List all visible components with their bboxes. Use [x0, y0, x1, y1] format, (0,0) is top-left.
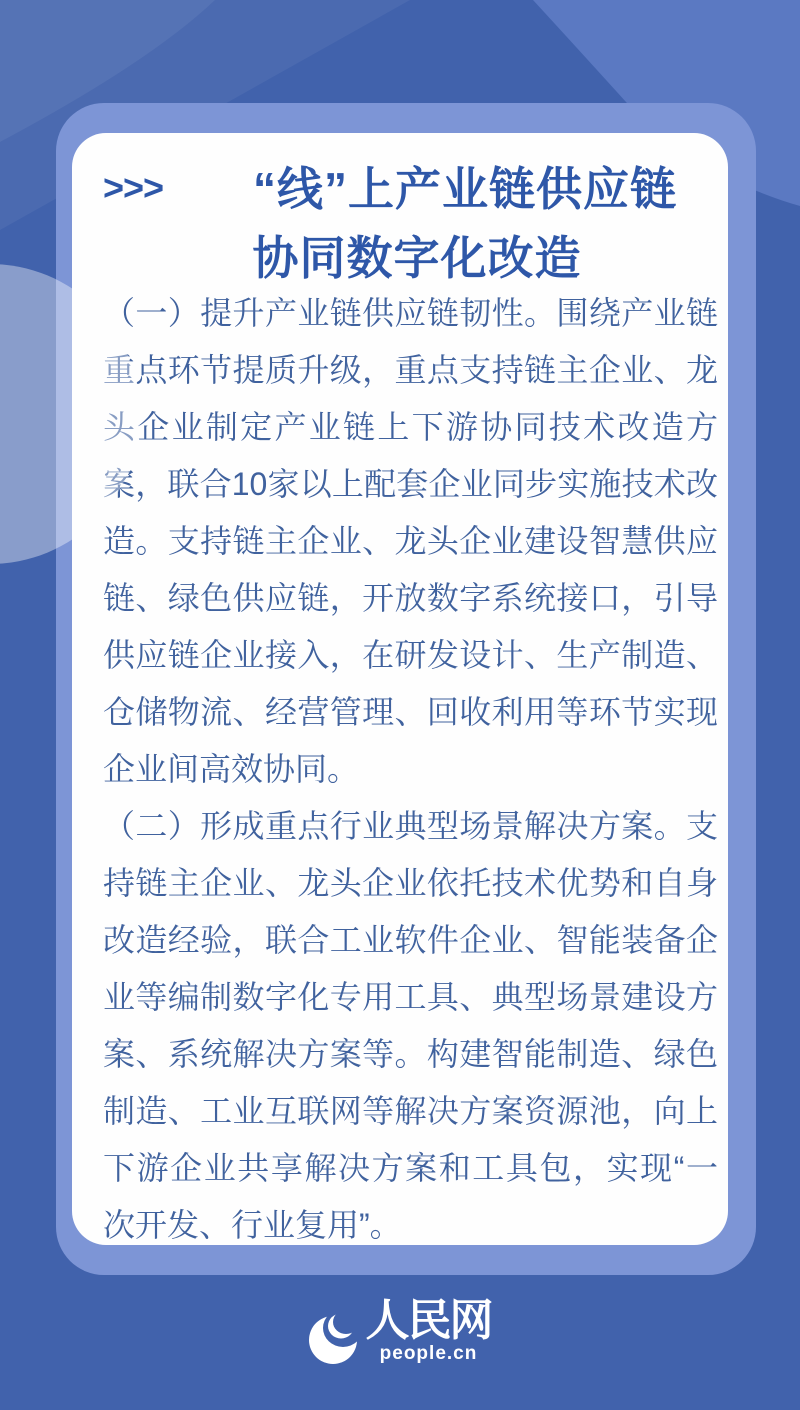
paragraph-1: （一）提升产业链供应链韧性。围绕产业链重点环节提质升级，重点支持链主企业、龙头企业制定产业链上下游协同技术改造方案，联合10家以上配套企业同步实施技术改造。支持链主企业、龙头企业建设智慧供应链、绿色供应链，开放数字系统接口，引导供应链企业接入，在研发设计、生产制造、仓储物流、经营管理、回收利用等环节实现企业间高效协同。 [103, 295, 718, 787]
content-card-border [56, 103, 756, 1275]
chevrons-decor: >>> [103, 167, 164, 208]
logo-chinese-name: 人民网 [365, 1296, 492, 1345]
page-title-line1: “线”上产业链供应链 [253, 163, 677, 215]
page-title-line2: 协同数字化改造 [252, 232, 582, 284]
crescent-moon-icon [309, 1308, 359, 1371]
page-title [202, 155, 728, 293]
logo-text-column [366, 1296, 492, 1364]
content-card [72, 133, 728, 1245]
logo-domain-name: people.cn [379, 1343, 478, 1364]
article-body [72, 285, 728, 1245]
publisher-logo [0, 1296, 800, 1371]
card-header [72, 155, 728, 293]
paragraph-2: （二）形成重点行业典型场景解决方案。支持链主企业、龙头企业依托技术优势和自身改造经验，联合工业软件企业、智能装备企业等编制数字化专用工具、典型场景建设方案、系统解决方案等。构建智能制造、绿色制造、工业互联网等解决方案资源池，向上下游企业共享解决方案和工具包，实现“一次开发、行业复用”。 [103, 808, 718, 1243]
